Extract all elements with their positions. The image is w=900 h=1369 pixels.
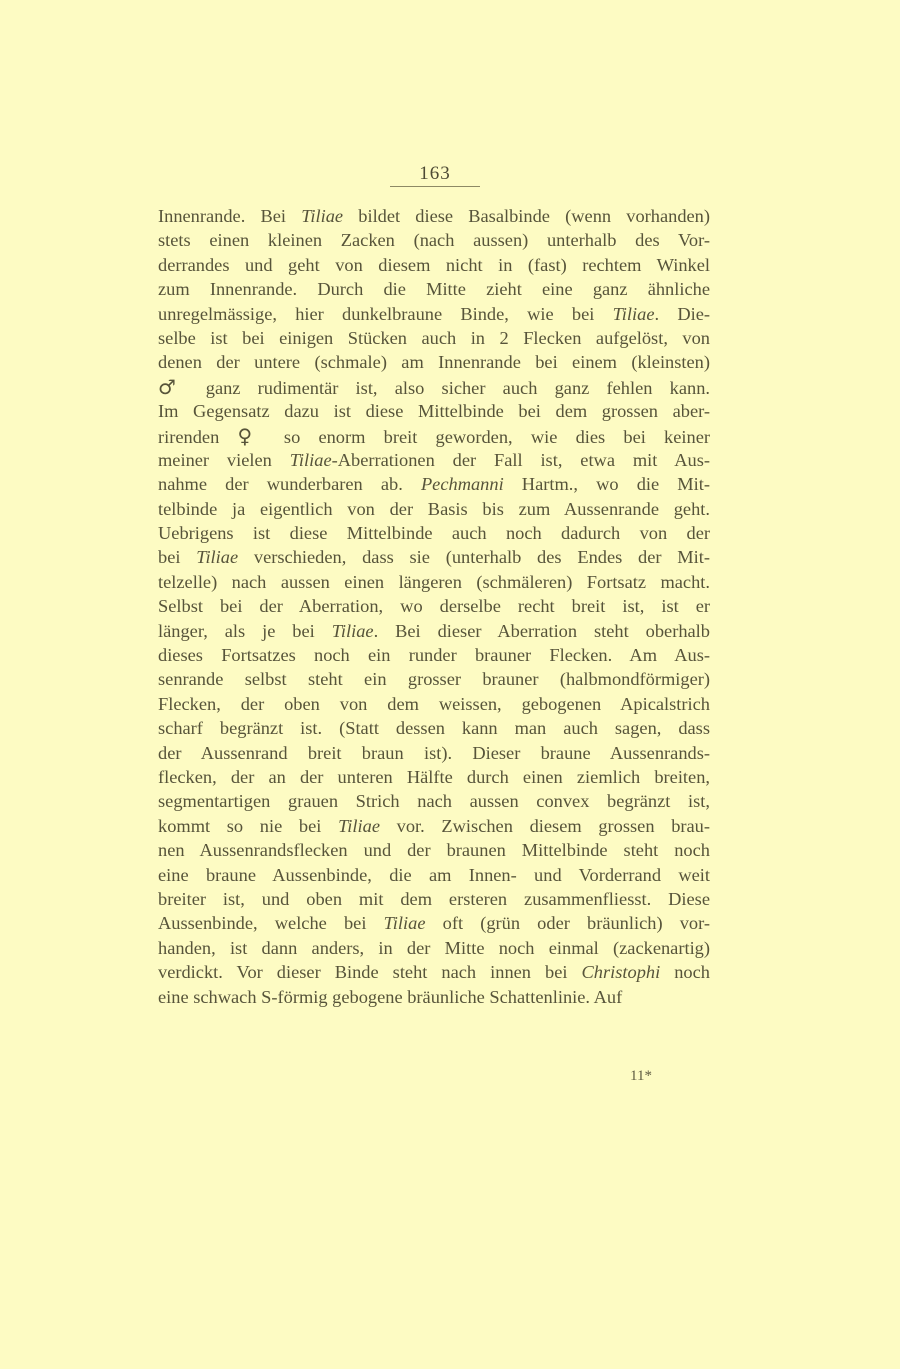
text-line	[158, 594, 710, 618]
text-segment: unregelmässige, hier dunkelbraune Binde, wie bei	[158, 303, 613, 324]
text-segment: selbe ist bei einigen Stücken auch in 2 Flecken aufgelöst, von	[158, 327, 710, 348]
italic-taxon: Pechmanni	[420, 474, 504, 495]
text-segment: derrandes und geht von diesem nicht in (fast) rechtem Winkel	[158, 254, 710, 275]
text-line	[158, 960, 710, 984]
text-line	[158, 838, 710, 862]
text-segment: verdickt. Vor dieser Binde steht nach innen bei	[158, 962, 582, 983]
italic-taxon: Tiliae	[289, 449, 332, 470]
text-segment: meiner vielen	[158, 449, 290, 470]
text-line	[158, 472, 710, 496]
text-line	[158, 521, 710, 545]
text-segment: bei	[158, 547, 197, 568]
text-line	[158, 692, 710, 716]
text-line	[158, 863, 710, 887]
text-line	[158, 424, 710, 448]
text-segment: . Die-	[654, 303, 711, 324]
gender-symbol: ♀	[237, 423, 266, 448]
text-line	[158, 911, 710, 935]
text-segment: . Bei dieser Aberration steht oberhalb	[373, 620, 710, 641]
text-line	[158, 741, 710, 765]
text-line	[158, 887, 710, 911]
text-segment: ganz rudimentär ist, also sicher auch ganz fehlen kann.	[188, 377, 711, 398]
text-segment: Selbst bei der Aberration, wo derselbe recht breit ist, ist er	[158, 596, 710, 617]
text-line	[158, 667, 710, 691]
text-line	[158, 399, 710, 423]
text-line	[158, 204, 710, 228]
italic-taxon: Tiliae	[301, 206, 344, 226]
text-line	[158, 350, 710, 374]
text-segment: denen der untere (schmale) am Innenrande bei einem (kleinsten)	[158, 352, 710, 373]
text-segment: nen Aussenrandsflecken und der braunen Mittelbinde steht noch	[158, 840, 710, 861]
text-segment: telzelle) nach aussen einen längeren (schmäleren) Fortsatz macht.	[158, 571, 710, 592]
text-line	[158, 545, 710, 569]
body-text	[158, 204, 710, 1009]
text-segment: scharf begränzt ist. (Statt dessen kann man auch sagen, dass	[158, 718, 710, 739]
text-segment: zum Innenrande. Durch die Mitte zieht eine ganz ähnliche	[158, 279, 710, 300]
text-line	[158, 277, 710, 301]
sheet-signature: 11*	[630, 1068, 652, 1084]
text-segment: noch	[660, 962, 710, 983]
text-segment: bildet diese Basalbinde (wenn vorhanden)	[343, 206, 711, 226]
text-line	[158, 765, 710, 789]
text-line	[158, 814, 710, 838]
italic-taxon: Tiliae	[338, 815, 380, 836]
text-line	[158, 228, 710, 252]
text-segment: eine schwach S-förmig gebogene bräunliche Schattenlinie. Auf	[158, 986, 623, 1007]
text-segment: nahme der wunderbaren ab.	[158, 474, 421, 495]
text-line	[158, 716, 710, 740]
text-segment: der Aussenrand breit braun ist). Dieser braune Aussenrands-	[158, 742, 710, 763]
text-segment: eine braune Aussenbinde, die am Innen- und Vorderrand weit	[158, 864, 710, 885]
italic-taxon: Tiliae	[331, 620, 374, 641]
text-segment: Aussenbinde, welche bei	[158, 913, 384, 934]
text-segment: stets einen kleinen Zacken (nach aussen) unterhalb des Vor-	[158, 230, 710, 251]
text-line	[158, 643, 710, 667]
text-segment: so enorm breit geworden, wie dies bei keiner	[265, 426, 710, 447]
text-line	[158, 936, 710, 960]
text-segment: Innenrande. Bei	[158, 206, 302, 226]
text-segment: oft (grün oder bräunlich) vor-	[425, 913, 710, 934]
text-segment: senrande selbst steht ein grosser brauner (halbmondförmiger)	[158, 669, 710, 690]
text-line	[158, 985, 710, 1009]
text-segment: flecken, der an der unteren Hälfte durch einen ziemlich breiten,	[158, 766, 710, 787]
text-segment: vor. Zwischen diesem grossen brau-	[379, 815, 710, 836]
text-segment: dieses Fortsatzes noch ein runder brauner Flecken. Am Aus-	[158, 645, 710, 666]
text-segment: Flecken, der oben von dem weissen, gebogenen Apicalstrich	[158, 693, 710, 714]
text-segment: Uebrigens ist diese Mittelbinde auch noch dadurch von der	[158, 523, 710, 544]
text-segment: Im Gegensatz dazu ist diese Mittelbinde bei dem grossen aber-	[158, 401, 710, 422]
italic-taxon: Tiliae	[612, 303, 655, 324]
text-line	[158, 302, 710, 326]
italic-taxon: Tiliae	[383, 913, 426, 934]
text-line	[158, 497, 710, 521]
text-segment: -Aberrationen der Fall ist, etwa mit Aus-	[331, 449, 710, 470]
text-segment: segmentartigen grauen Strich nach aussen convex begränzt ist,	[158, 791, 710, 812]
page-number: 163	[419, 163, 451, 184]
text-segment: handen, ist dann anders, in der Mitte noch einmal (zackenartig)	[158, 937, 710, 958]
text-line	[158, 789, 710, 813]
text-line	[158, 570, 710, 594]
text-line	[158, 253, 710, 277]
text-segment: telbinde ja eigentlich von der Basis bis zum Aussenrande geht.	[158, 498, 710, 519]
text-line	[158, 619, 710, 643]
text-segment: breiter ist, und oben mit dem ersteren zusammenfliesst. Diese	[158, 888, 710, 909]
text-line	[158, 375, 710, 399]
text-segment: kommt so nie bei	[158, 815, 339, 836]
italic-taxon: Tiliae	[196, 547, 239, 568]
page-number-rule	[390, 186, 480, 187]
gender-symbol: ♂	[158, 374, 189, 399]
italic-taxon: Christophi	[581, 962, 661, 983]
text-segment: Hartm., wo die Mit-	[503, 474, 710, 495]
text-line	[158, 326, 710, 350]
text-segment: rirenden	[158, 426, 238, 447]
text-segment: länger, als je bei	[158, 620, 332, 641]
text-line	[158, 448, 710, 472]
text-segment: verschieden, dass sie (unterhalb des Endes der Mit-	[238, 547, 710, 568]
